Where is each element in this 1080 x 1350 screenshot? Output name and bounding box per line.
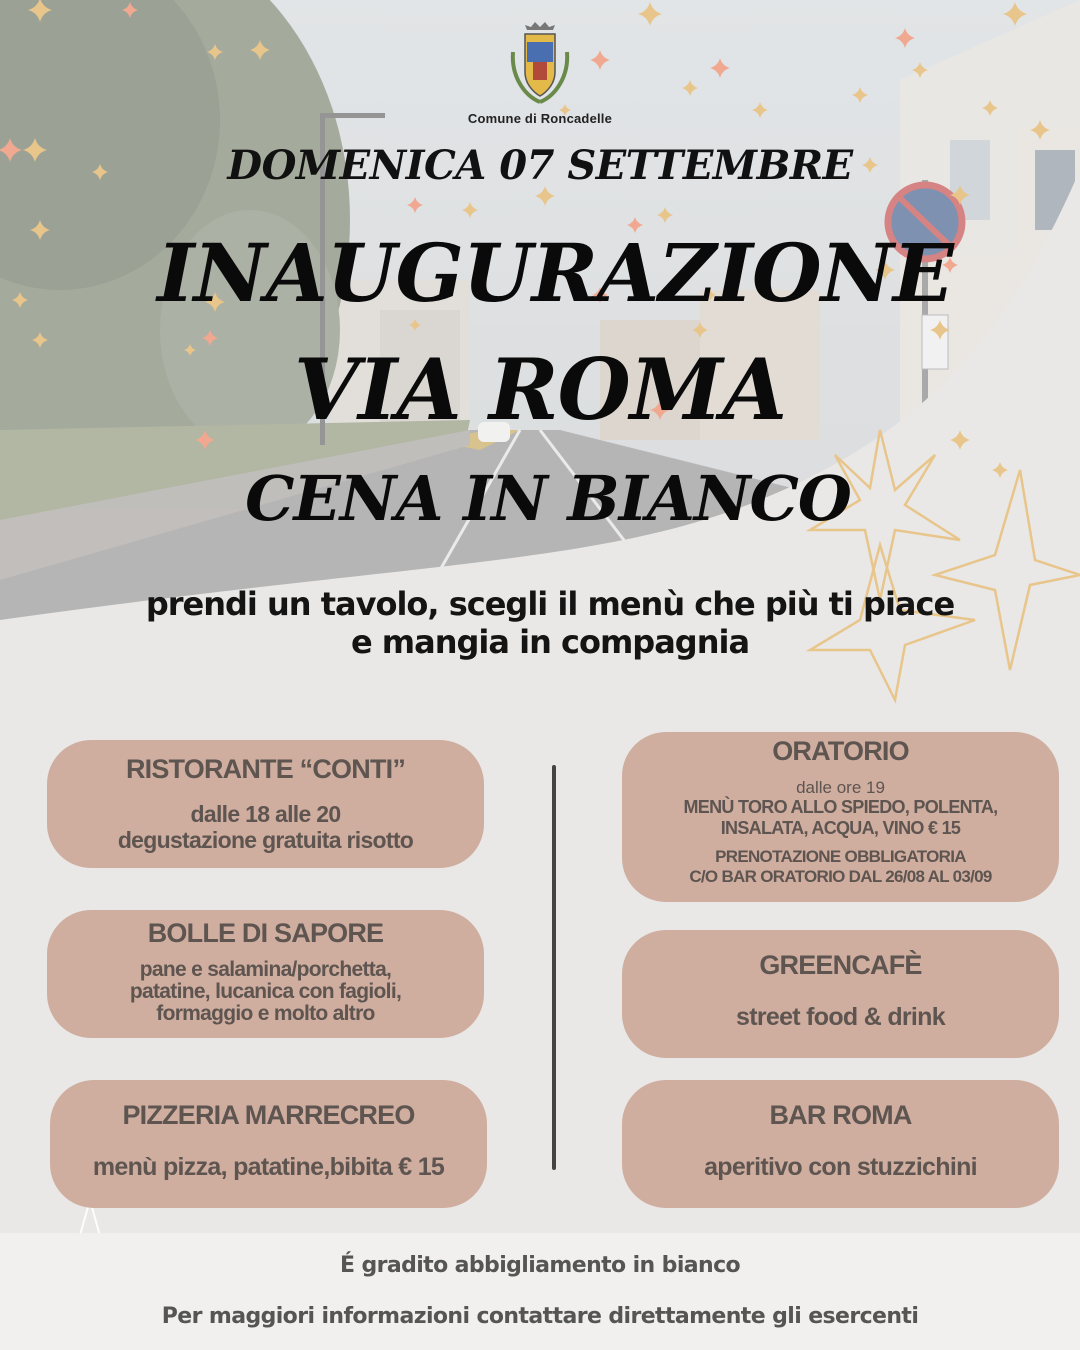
venue-card-ristorante-conti (47, 740, 484, 868)
venue-card-greencafe (622, 930, 1059, 1058)
event-date: DOMENICA 07 SETTEMBRE (227, 142, 853, 189)
venue-line: patatine, lucanica con fagioli, (129, 980, 402, 1003)
venue-line: formaggio e molto altro (156, 1002, 375, 1025)
sparkle-star-icon (895, 28, 915, 48)
venue-line: MENÙ TORO ALLO SPIEDO, POLENTA, (683, 797, 998, 817)
venue-line: pane e salamina/porchetta, (139, 958, 392, 981)
event-title-line1: INAUGURAZIONE (157, 226, 953, 320)
footer-band (0, 1233, 1080, 1350)
municipal-crest-icon (505, 22, 575, 108)
venue-line: dalle 18 alle 20 (190, 801, 341, 827)
venue-name: BOLLE DI SAPORE (147, 918, 384, 948)
venue-line: degustazione gratuita risotto (117, 827, 414, 853)
venue-line: aperitivo con stuzzichini (704, 1153, 977, 1181)
tagline-line1: prendi un tavolo, scegli il menù che più ti piace (145, 585, 955, 623)
sparkle-star-icon (638, 2, 662, 26)
venue-name: GREENCAFÈ (759, 950, 922, 980)
sparkle-star-icon (692, 322, 708, 338)
footer-dress-code: É gradito abbigliamento in bianco (339, 1253, 741, 1278)
venue-line: INSALATA, ACQUA, VINO € 15 (720, 818, 961, 838)
venue-card-oratorio (622, 732, 1059, 902)
venue-name: PIZZERIA MARRECREO (122, 1100, 415, 1130)
municipality-name: Comune di Roncadelle (467, 111, 613, 126)
venue-line: menù pizza, patatine,bibita € 15 (92, 1153, 445, 1181)
sparkle-star-icon (710, 58, 730, 78)
sparkle-star-icon (28, 0, 52, 22)
column-divider (552, 765, 556, 1170)
sparkle-star-icon (407, 197, 423, 213)
venue-card-pizzeria-marrecreo (50, 1080, 487, 1208)
footer-info: Per maggiori informazioni contattare direttamente gli esercenti (161, 1304, 919, 1329)
sparkle-star-icon (250, 40, 270, 60)
sparkle-star-icon (462, 202, 478, 218)
venue-card-bolle-di-sapore (47, 910, 484, 1038)
event-tagline (40, 585, 1060, 661)
venue-time: dalle ore 19 (796, 778, 885, 797)
tagline-line2: e mangia in compagnia (350, 623, 750, 661)
event-title-line2: VIA ROMA (293, 340, 787, 439)
sparkle-star-icon (912, 62, 928, 78)
venue-name: BAR ROMA (769, 1100, 912, 1130)
sparkle-star-icon (409, 319, 421, 331)
venue-name: RISTORANTE “CONTI” (125, 754, 406, 784)
sparkle-star-icon (122, 2, 138, 18)
venue-card-bar-roma (622, 1080, 1059, 1208)
event-title-line3: CENA IN BIANCO (245, 462, 851, 535)
sparkle-star-icon (1003, 2, 1027, 26)
sparkle-star-icon (207, 44, 223, 60)
sparkle-star-icon (657, 207, 673, 223)
sparkle-star-icon (590, 50, 610, 70)
sparkle-star-icon (535, 186, 555, 206)
venue-line: street food & drink (736, 1003, 945, 1031)
venue-name: ORATORIO (772, 736, 909, 766)
sparkle-star-icon (852, 87, 868, 103)
venue-note: C/O BAR ORATORIO DAL 26/08 AL 03/09 (689, 867, 992, 886)
venue-note: PRENOTAZIONE OBBLIGATORIA (715, 847, 966, 866)
sparkle-star-icon (930, 320, 950, 340)
sparkle-star-icon (682, 80, 698, 96)
